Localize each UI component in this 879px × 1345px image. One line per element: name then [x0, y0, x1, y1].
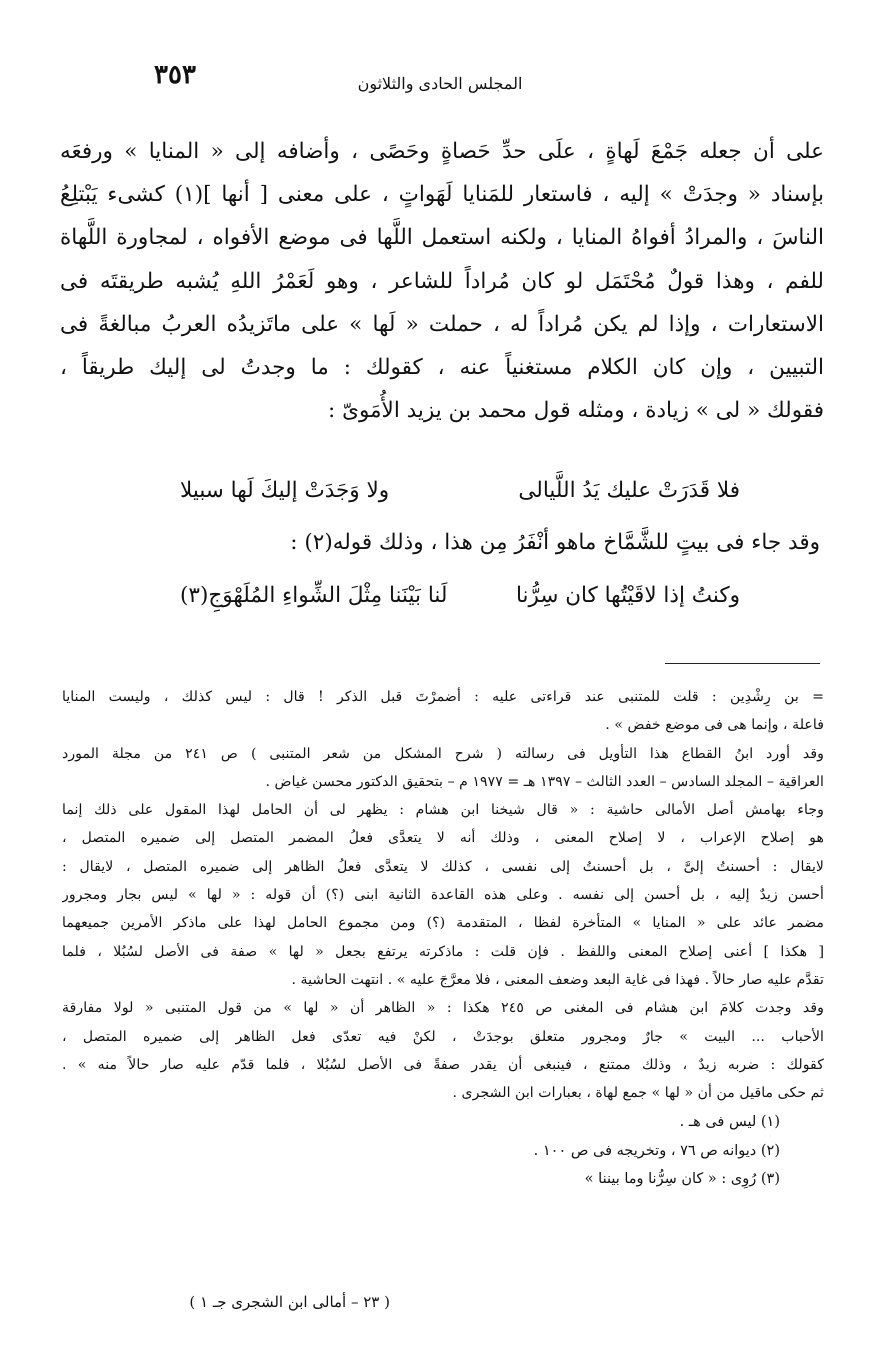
footnote-line: وقد أورد ابنُ القطاع هذا التأويل فى رسالته ( شرح المشكل من شعر المتنبى ) ص ٢٤١ من مجلة المورد: [62, 745, 824, 762]
footnote-line: كقولك : ضربه زيدٌ ، وذلك ممتنع ، فينبغى أن يقدر صفةً فى الأصل لسُبُلا ، فلما قدّم عليه صار حالاً منه » .: [62, 1056, 824, 1073]
footnote-line: الأحباب ... البيت » جارٌ ومجرور متعلق بوجدَتْ ، لكنْ فيه تعدّى فعل الظاهر إلى ضميره المتصل ،: [62, 1028, 824, 1045]
main-text-line: فقولك « لى » زيادة ، ومثله قول محمد بن يزيد الأُمَوىّ :: [328, 398, 824, 424]
numbered-footnote: (١) ليس فى هـ .: [679, 1114, 780, 1130]
verse-hemistich-left: لَنا بَيْنَنا مِثْلَ الشِّواءِ المُلَهْوَجِ(٣): [180, 583, 448, 608]
page-number: ٣٥٣: [154, 60, 196, 90]
main-text-line: التبيين ، وإن كان الكلام مستغنياً عنه ، كقولك : ما وجدتُ لى إليك طريقاً ،: [60, 354, 824, 380]
numbered-footnote: (٣) رُوِى : « كان سِرُّنا وما بيننا »: [584, 1171, 780, 1187]
running-title: المجلس الحادى والثلاثون: [357, 74, 523, 93]
numbered-footnotes: [200, 1108, 780, 1194]
main-text-line: على أن جعله جَمْعَ لَهاةٍ ، علَى حدِّ حَصاةٍ وحَصًى ، وأضافه إلى « المنايا » ورفعَه: [60, 139, 824, 164]
footnote-line: تقدَّم عليه صار حالاً . فهذا فى غاية البعد وضعف المعنى ، فلا معرَّجَ عليه » . انتهت الحاشية .: [291, 971, 824, 988]
main-text-line: الناسَ ، والمرادُ أفواهُ المنايا ، ولكنه استعمل اللَّها فى موضع الأفواه ، لمجاورة اللَّهاة: [60, 225, 824, 251]
footnote-line: هو إصلاح الإعراب ، لا إصلاح المعنى ، وذلك أنه لا يتعدَّى فعلُ المضمر المتصل إلى ضميره المتصل ،: [62, 830, 824, 847]
prose-between-verses: وقد جاء فى بيتٍ للشَّمَّاخ ماهو أنْفَرُ مِن هذا ، وذلك قوله(٢) :: [290, 530, 820, 555]
footnote-line: فاعلة ، وإنما هى فى موضع خفض » .: [605, 717, 824, 734]
footnote-line: [ هكذا ] أعنى إصلاح المعنى واللفظ . فإن قلت : ماذكرته يرتفع بجعل « لها » صفة فى الأصل لسُبُلا ، فلما: [62, 943, 824, 960]
verse-line-1: [180, 478, 740, 503]
verse-hemistich-right: فلا قَدَرَتْ عليك يَدُ اللَّيالى: [518, 478, 740, 503]
footnote-line: وجاء بهامش أصل الأمالى حاشية : « قال شيخنا ابن هشام : يظهر لى أن الحامل لهذا المقول على ذلك إنما: [62, 802, 824, 819]
verse-hemistich-right: وكنتُ إذا لاقَيْتُها كان سِرُّنا: [515, 583, 740, 608]
verse-line-2: [180, 583, 740, 608]
signature-mark: ( ٢٣ – أمالى ابن الشجرى جـ ١ ): [189, 1293, 390, 1311]
footnote-line: أحسن زيدٌ إليه ، بل أحسن إلى نفسه . وعلى هذه القاعدة الثانية ابنى (؟) أن قوله : « لها » ليس بجار ومجرور: [62, 887, 824, 904]
main-text-line: للفم ، وهذا قولٌ مُحْتَمَل لو كان مُراداً للشاعر ، وهو لَعَمْرُ اللهِ يُشبه طريقتَه فى: [60, 268, 824, 294]
footnote-line: وقد وجدت كلامَ ابن هشام فى المغنى ص ٢٤٥ هكذا : « الظاهر أن « لها » من قول المتنبى « لولا مفارقة: [62, 1000, 824, 1017]
main-text-line: الاستعارات ، وإذا لم يكن مُراداً له ، حملت « لَها » على ماتَزيدُه العربُ مبالغةً فى: [60, 311, 824, 337]
footnotes-block: [62, 683, 824, 1107]
main-text-line: بإسناد « وجدَتْ » إليه ، فاستعار للمَنايا لَهَواتٍ ، على معنى [ أنها ](١) كشىء يَبْتلِعُ: [60, 182, 824, 208]
footnote-line: لايقال : أحسنتُ إلىَّ ، بل أحسنتُ إلى نفسى ، كذلك لا يتعدَّى فعلُ الظاهر إلى ضميره المتصل ، لايقال :: [62, 858, 824, 875]
footnote-line: العراقية – المجلد السادس – العدد الثالث – ١٣٩٧ هـ = ١٩٧٧ م – بتحقيق الدكتور محسن غياض .: [265, 773, 824, 790]
footnote-line: = بن رِشْدِين : قلت للمتنبى عند قراءتى عليه : أضمرْتَ قبل الذكر ! قال : ليس كذلك ، وليست المنايا: [62, 689, 824, 705]
main-text-block: [60, 130, 824, 432]
footnote-line: مضمر عائد على « المنايا » المتأخرة لفظا ، المتقدمة (؟) ومن مجموع الحامل لهذا على ماذكر الأمرين جميعهما: [62, 915, 824, 932]
footnote-line: ثم حكى ماقيل من أن « لها » جمع لهاة ، بعبارات ابن الشجرى .: [452, 1085, 824, 1102]
footnote-separator: [665, 663, 820, 664]
verse-hemistich-left: ولا وَجَدَتْ إليكَ لَها سبيلا: [180, 478, 390, 503]
numbered-footnote: (٢) ديوانه ص ٧٦ ، وتخريجه فى ص ١٠٠ .: [533, 1142, 780, 1159]
